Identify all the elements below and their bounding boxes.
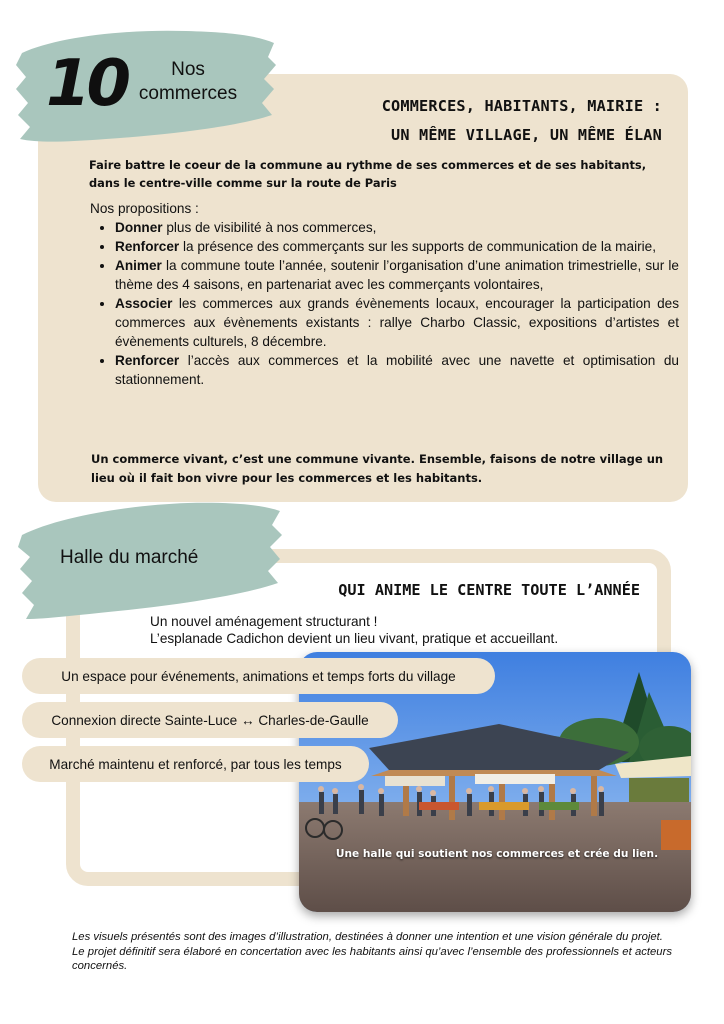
- proposition-item: [115, 294, 679, 351]
- commerces-intro: Faire battre le coeur de la commune au rythme de ses commerces et de ses habitants, dans le centre-ville comme sur la route de Paris: [89, 158, 647, 190]
- halle-title: Halle du marché: [60, 547, 199, 568]
- photo-caption: Une halle qui soutient nos commerces et crée du lien.: [335, 848, 659, 860]
- halle-headline: QUI ANIME LE CENTRE TOUTE L’ANNÉE: [338, 581, 640, 599]
- footnote-line1: Les visuels présentés sont des images d’illustration, destinées à donner une intention et une vision générale du projet.: [72, 931, 663, 943]
- commerces-headline: [300, 92, 662, 150]
- proposition-item: [115, 237, 679, 256]
- pill-label: Connexion directe Sainte-Luce ↔ Charles-de-Gaulle: [51, 712, 369, 728]
- section-title-line1: Nos: [171, 59, 205, 80]
- halle-subtitle: [150, 613, 558, 647]
- feature-pill-connexion: [22, 702, 398, 738]
- proposition-item: [115, 351, 679, 389]
- proposition-text: la commune toute l’année, soutenir l’organisation d’une animation trimestrielle, sur le thème des 4 saisons, en partenariat avec les commerçants volontaires,: [115, 258, 679, 292]
- proposition-keyword: Associer: [115, 296, 173, 311]
- section-title: [118, 58, 258, 106]
- proposition-keyword: Renforcer: [115, 239, 180, 254]
- proposition-keyword: Donner: [115, 220, 163, 235]
- proposition-item: [115, 218, 679, 237]
- proposition-text: les commerces aux grands évènements locaux, encourager la participation des commerces aux évènements existants : rallye Charbo Classic, expositions d’artistes et évènements culturels, 8 décembre.: [115, 296, 679, 349]
- headline-line2: UN MÊME VILLAGE, UN MÊME ÉLAN: [391, 126, 662, 144]
- pill-label: Marché maintenu et renforcé, par tous les temps: [49, 756, 342, 772]
- headline-line1: COMMERCES, HABITANTS, MAIRIE :: [381, 97, 662, 115]
- proposition-text: plus de visibilité à nos commerces,: [162, 220, 377, 235]
- section-title-line2: commerces: [138, 83, 238, 104]
- proposition-keyword: Animer: [115, 258, 162, 273]
- proposition-text: l’accès aux commerces et la mobilité avec une navette et optimisation du stationnement.: [115, 353, 679, 387]
- propositions-list: [98, 218, 679, 389]
- section-number: 10: [46, 47, 128, 121]
- disclaimer-footnote: [72, 930, 672, 974]
- proposition-item: [115, 256, 679, 294]
- propositions-label: Nos propositions :: [90, 201, 199, 216]
- pill-label: Un espace pour événements, animations et temps forts du village: [61, 668, 456, 684]
- proposition-keyword: Renforcer: [115, 353, 180, 368]
- feature-pill-events: [22, 658, 495, 694]
- proposition-text: la présence des commerçants sur les supports de communication de la mairie,: [179, 239, 656, 254]
- feature-pill-marche: [22, 746, 369, 782]
- halle-subtitle-line1: Un nouvel aménagement structurant !: [150, 614, 378, 629]
- footnote-line2: Le projet définitif sera élaboré en concertation avec les habitants ainsi qu’avec l’ensemble des professionnels et acteurs concernés.: [72, 945, 672, 972]
- halle-subtitle-line2: L’esplanade Cadichon devient un lieu vivant, pratique et accueillant.: [150, 631, 559, 646]
- commerces-conclusion: Un commerce vivant, c’est une commune vivante. Ensemble, faisons de notre village un lieu où il fait bon vivre pour les commerces et les habitants.: [91, 452, 664, 485]
